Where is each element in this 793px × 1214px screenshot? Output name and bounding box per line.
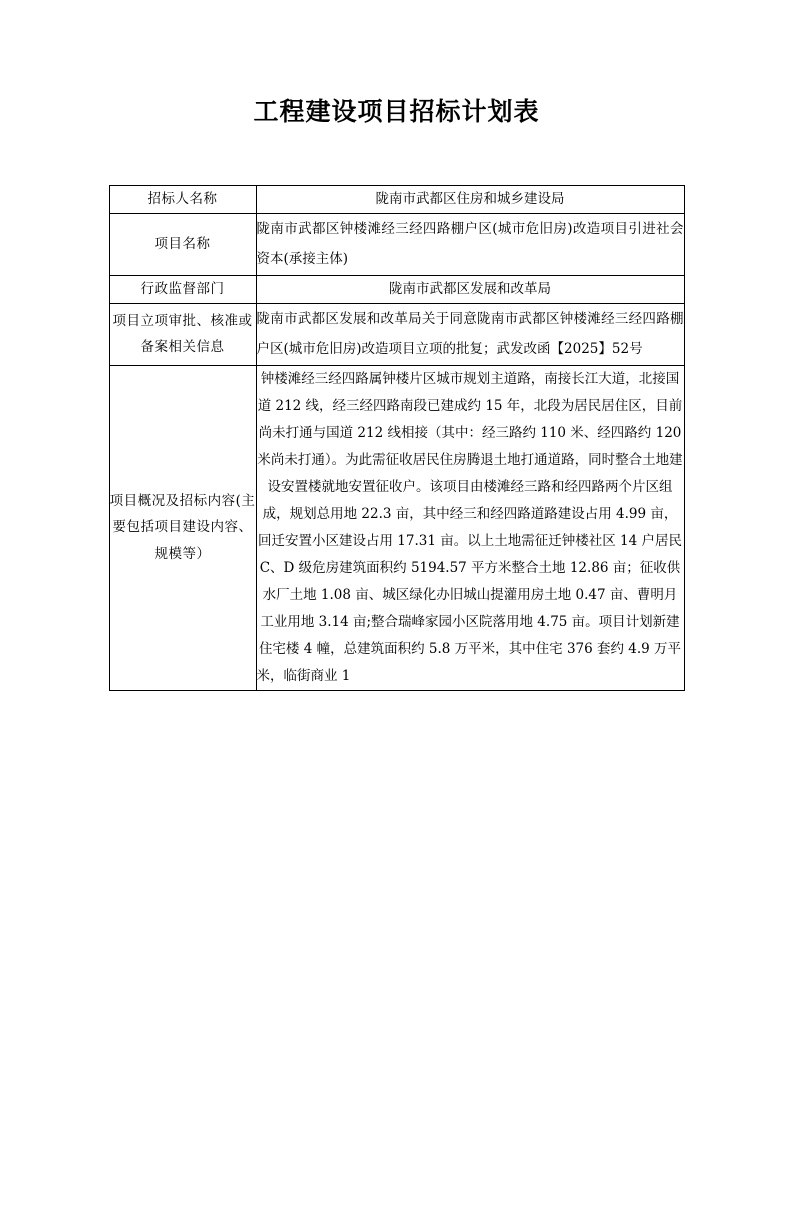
table-row bbox=[109, 365, 684, 690]
row-value-project-overview: 钟楼滩经三经四路属钟楼片区城市规划主道路，南接长江大道，北接国道 212 线，经三经四路南段已建成约 15 年，北段为居民居住区，目前尚未打通与国道 212 线相接（其中：经三路约 110 米、经四路约 120 米尚未打通）。为此需征收居民住房腾退土地打通道路，同时整合土地建设安置楼就地安置征收户。该项目由楼滩经三路和经四路两个片区组成，规划总用地 22.3 亩，其中经三和经四路道路建设占用 4.99 亩，回迁安置小区建设占用 17.31 亩。以上土地需征迁钟楼社区 14 户居民 C、D 级危房建筑面积约 5194.57 平方米整合土地 12.86 亩；征收供水厂土地 1.08 亩、城区绿化办旧城山提灌用房土地 0.47 亩、曹明月工业用地 3.14 亩;整合瑞峰家园小区院落用地 4.75 亩。项目计划新建住宅楼 4 幢，总建筑面积约 5.8 万平米，其中住宅 376 套约 4.9 万平米，临街商业 1 bbox=[256, 365, 684, 690]
row-value-approval-info: 陇南市武都区发展和改革局关于同意陇南市武都区钟楼滩经三经四路棚户区(城市危旧房)改造项目立项的批复；武发改函【2025】52号 bbox=[256, 303, 684, 365]
row-value-supervision-dept: 陇南市武都区发展和改革局 bbox=[256, 275, 684, 303]
page-title: 工程建设项目招标计划表 bbox=[253, 97, 540, 126]
bidding-plan-table bbox=[109, 185, 685, 691]
table-row bbox=[109, 214, 684, 276]
row-label-project-overview: 项目概况及招标内容(主要包括项目建设内容、规模等） bbox=[109, 365, 256, 690]
document-page bbox=[0, 92, 793, 1214]
row-label-supervision-dept: 行政监督部门 bbox=[109, 275, 256, 303]
table-row bbox=[109, 186, 684, 214]
row-label-approval-info: 项目立项审批、核准或备案相关信息 bbox=[109, 303, 256, 365]
row-value-bidder-name: 陇南市武都区住房和城乡建设局 bbox=[256, 186, 684, 214]
row-label-project-name: 项目名称 bbox=[109, 214, 256, 276]
row-label-bidder-name: 招标人名称 bbox=[109, 186, 256, 214]
row-value-project-name: 陇南市武都区钟楼滩经三经四路棚户区(城市危旧房)改造项目引进社会资本(承接主体) bbox=[256, 214, 684, 276]
table-row bbox=[109, 275, 684, 303]
table-row bbox=[109, 303, 684, 365]
